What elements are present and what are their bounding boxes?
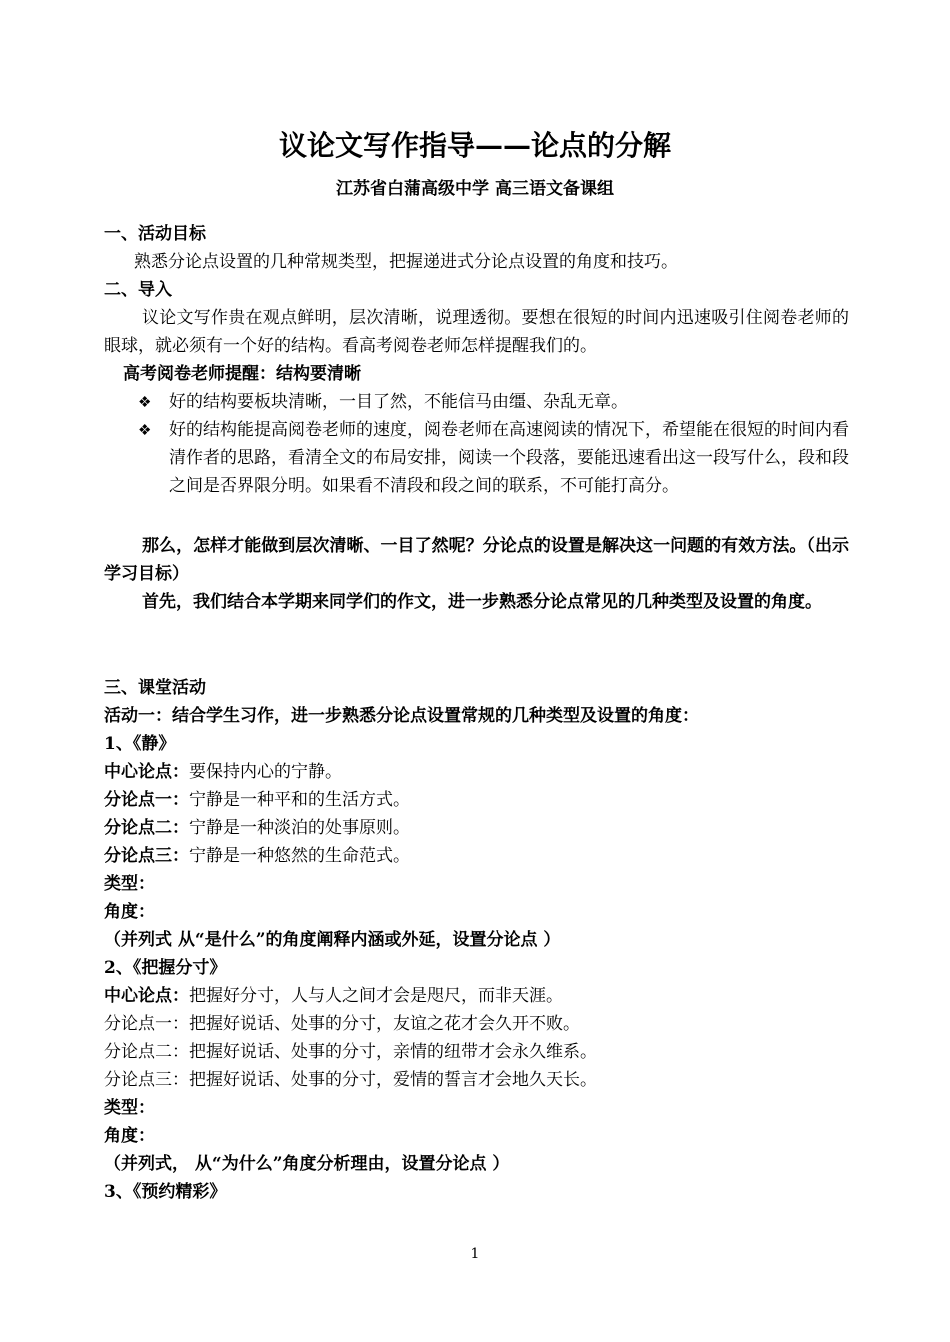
sub-argument-text: 分论点三：把握好说话、处事的分寸，爱情的誓言才会地久天长。 (104, 1070, 597, 1090)
example-note: （并列式， 从“为什么”角度分析理由，设置分论点 ） (104, 1154, 510, 1174)
center-argument (104, 982, 849, 1010)
center-label: 中心论点： (104, 762, 189, 782)
diamond-bullet-icon: ❖ (138, 393, 152, 411)
type-label: 类型： (104, 874, 155, 894)
section2-para2: 首先，我们结合本学期来同学们的作文，进一步熟悉分论点常见的几种类型及设置的角度。 (142, 592, 822, 612)
angle-label: 角度： (104, 1126, 155, 1146)
sub-argument-text: 分论点二：把握好说话、处事的分寸，亲情的纽带才会永久维系。 (104, 1042, 597, 1062)
sub-argument (104, 814, 849, 842)
sub-argument (104, 842, 849, 870)
page-number: 1 (470, 1246, 480, 1262)
center-text: 把握好分寸，人与人之间才会是咫尺，而非天涯。 (189, 986, 563, 1006)
diamond-bullet-icon: ❖ (138, 421, 152, 439)
angle-label: 角度： (104, 902, 155, 922)
section1-heading: 一、活动目标 (104, 224, 206, 244)
example-note: （并列式 从“是什么”的角度阐释内涵或外延，设置分论点 ） (104, 930, 561, 950)
center-text: 要保持内心的宁静。 (189, 762, 342, 782)
example-title: 2、《把握分寸》 (104, 958, 227, 978)
activity1-heading: 活动一：结合学生习作，进一步熟悉分论点设置常规的几种类型及设置的角度： (104, 706, 699, 726)
example-title: 1、《静》 (104, 734, 176, 754)
type-label: 类型： (104, 1098, 155, 1118)
section2-heading: 二、导入 (104, 280, 172, 300)
center-label: 中心论点： (104, 986, 189, 1006)
center-argument (104, 758, 849, 786)
sub-argument-label: 分论点二： (104, 818, 189, 838)
sub-argument-text: 宁静是一种淡泊的处事原则。 (189, 818, 410, 838)
example-title: 3、《预约精彩》 (104, 1182, 227, 1202)
document-subtitle: 江苏省白蒲高级中学 高三语文备课组 (336, 179, 614, 199)
reminder-heading: 高考阅卷老师提醒：结构要清晰 (123, 364, 361, 384)
sub-argument-text: 分论点一：把握好说话、处事的分寸，友谊之花才会久开不败。 (104, 1014, 580, 1034)
sub-argument-text: 宁静是一种平和的生活方式。 (189, 790, 410, 810)
sub-argument-label: 分论点三： (104, 846, 189, 866)
section1-text: 熟悉分论点设置的几种常规类型，把握递进式分论点设置的角度和技巧。 (134, 252, 678, 272)
section2-intro: 议论文写作贵在观点鲜明，层次清晰，说理透彻。要想在很短的时间内迅速吸引住阅卷老师的眼球，就必须有一个好的结构。看高考阅卷老师怎样提醒我们的。 (104, 308, 849, 356)
document-title: 议论文写作指导——论点的分解 (278, 129, 671, 162)
bullet-text: 好的结构能提高阅卷老师的速度，阅卷老师在高速阅读的情况下，希望能在很短的时间内看清作者的思路，看清全文的布局安排，阅读一个段落，要能迅速看出这一段写什么，段和段之间是否界限分明。如果看不清段和段之间的联系，不可能打高分。 (169, 420, 849, 496)
sub-argument-text: 宁静是一种悠然的生命范式。 (189, 846, 410, 866)
bullet-text: 好的结构要板块清晰，一目了然，不能信马由缰、杂乱无章。 (169, 392, 628, 412)
sub-argument-label: 分论点一： (104, 790, 189, 810)
sub-argument (104, 786, 849, 814)
section2-para1: 那么，怎样才能做到层次清晰、一目了然呢？分论点的设置是解决这一问题的有效方法。（出示学习目标） (104, 536, 849, 584)
section3-heading: 三、课堂活动 (104, 678, 206, 698)
